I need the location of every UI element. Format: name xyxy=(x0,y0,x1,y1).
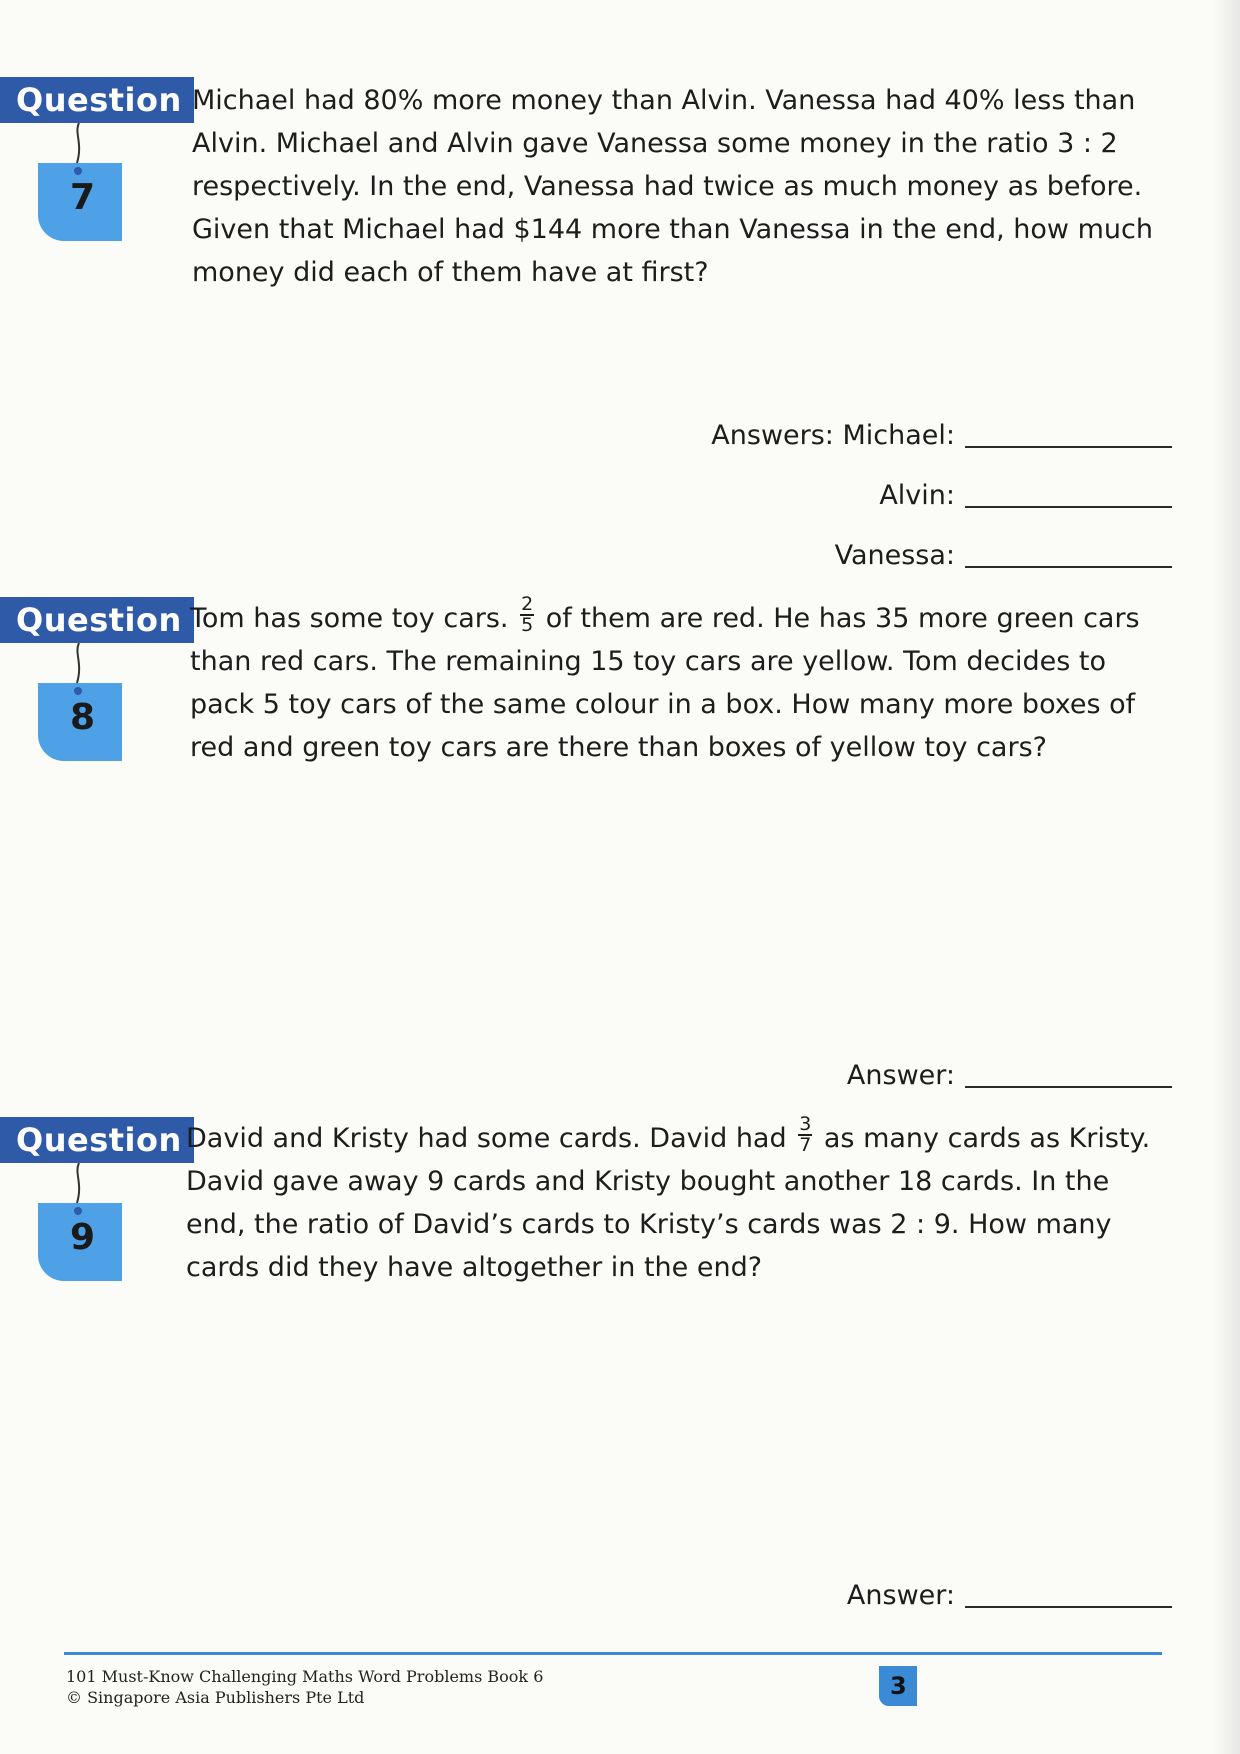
footer-credits xyxy=(66,1666,543,1708)
page-edge-shadow xyxy=(1212,0,1240,1754)
question-number-tag xyxy=(38,163,122,241)
answer-label: Answer: xyxy=(846,1060,955,1091)
question-text-before: David and Kristy had some cards. David had xyxy=(186,1123,796,1154)
page-number-tag xyxy=(879,1666,917,1706)
question-text-after: as many cards as Kristy. David gave away 9 cards and Kristy bought another 18 cards. In the end, the ratio of David’s cards to Kristy’s cards was 2 : 9. How many cards did they have altogether in the end? xyxy=(186,1123,1151,1283)
question-number-tag xyxy=(38,683,122,761)
fraction xyxy=(798,1112,812,1156)
fraction xyxy=(520,592,534,636)
copyright: © Singapore Asia Publishers Pte Ltd xyxy=(66,1688,365,1707)
question-number: 8 xyxy=(70,697,96,738)
fraction-numerator: 2 xyxy=(521,592,534,615)
question-number: 7 xyxy=(70,177,96,218)
answer-label: Answer: xyxy=(846,1580,955,1611)
fraction-denominator: 7 xyxy=(799,1133,812,1156)
question-number-tag xyxy=(38,1203,122,1281)
question-text-after: of them are red. He has 35 more green cars than red cars. The remaining 15 toy cars are yellow. Tom decides to pack 5 toy cars of the same colour in a box. How many more boxes of red and green toy cars are there than boxes of yellow toy cars? xyxy=(190,603,1140,763)
answer-row-michael xyxy=(0,416,1240,456)
answer-blank[interactable] xyxy=(965,1606,1172,1608)
footer-divider xyxy=(64,1652,1162,1655)
answer-row-alvin xyxy=(0,476,1240,516)
answer-label: Alvin: xyxy=(879,480,955,511)
answer-row-vanessa xyxy=(0,536,1240,576)
tag-string-icon xyxy=(72,643,84,683)
answer-row-q8 xyxy=(0,1056,1240,1096)
question-label: Question xyxy=(0,597,194,643)
answer-blank[interactable] xyxy=(965,506,1172,508)
answer-blank[interactable] xyxy=(965,566,1172,568)
fraction-denominator: 5 xyxy=(521,613,534,636)
answer-row-q9 xyxy=(0,1576,1240,1616)
tag-hole-icon xyxy=(74,1207,82,1215)
tag-hole-icon xyxy=(74,687,82,695)
answer-blank[interactable] xyxy=(965,1086,1172,1088)
tag-hole-icon xyxy=(74,167,82,175)
page-number: 3 xyxy=(890,1672,907,1700)
question-text: Michael had 80% more money than Alvin. Vanessa had 40% less than Alvin. Michael and Alvin gave Vanessa some money in the ratio 3 : 2 respectively. In the end, Vanessa had twice as much money as before. Given that Michael had $144 more than Vanessa in the end, how much money did each of them have at first? xyxy=(192,85,1153,288)
question-text xyxy=(190,592,1172,769)
question-text-before: Tom has some toy cars. xyxy=(190,603,518,634)
book-title: 101 Must-Know Challenging Maths Word Problems Book 6 xyxy=(66,1667,544,1686)
answer-blank[interactable] xyxy=(965,446,1172,448)
question-number: 9 xyxy=(70,1217,96,1258)
answer-label: Answers: Michael: xyxy=(711,420,955,451)
fraction-numerator: 3 xyxy=(799,1112,812,1135)
tag-string-icon xyxy=(72,1163,84,1203)
question-text xyxy=(186,1112,1168,1289)
answer-label: Vanessa: xyxy=(834,540,955,571)
question-label: Question xyxy=(0,1117,194,1163)
tag-string-icon xyxy=(72,123,84,163)
question-label: Question xyxy=(0,77,194,123)
